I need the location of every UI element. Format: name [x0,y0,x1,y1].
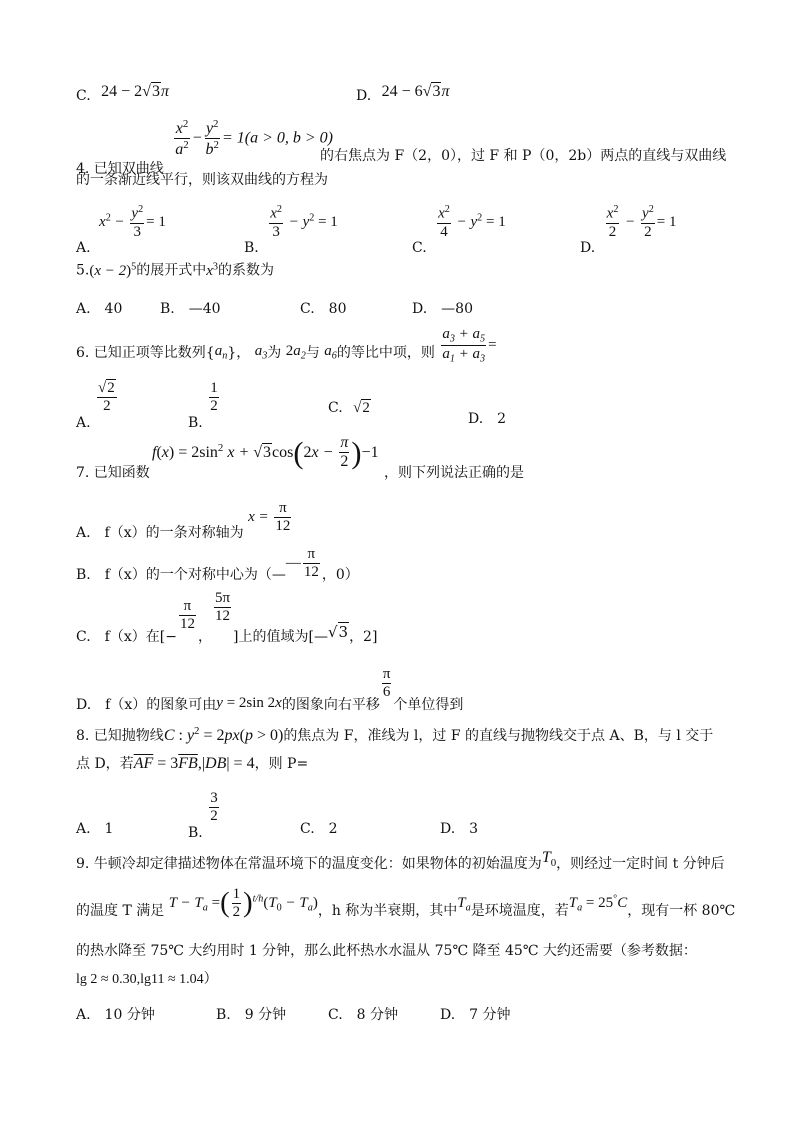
q9-option-b: B. 9 分钟 [216,1007,287,1023]
q9-stem-line3: 的热水降至 75℃ 大约用时 1 分钟，那么此杯热水水温从 75℃ 降至 45℃ 大约还需要（参考数据： [76,943,697,959]
q9-option-d: D. 7 分钟 [440,1007,511,1023]
q6-stem: 6. 已知正项等比数列$\{a_n\}$， $a_3$为 $2a_2$与 $a_6$的等比中项，则 $\frac{a_3 + a_5}{a_1 + a_3}$ = [76,326,497,365]
q8-option-a: A. 1 [76,821,114,837]
option-label: D. [356,88,372,104]
q7-stem-tail: ，则下列说法正确的是 [384,465,524,481]
option-c-expression: 24 − 2√3π [101,83,169,100]
q7-function-def: $f(x) = 2\sin^2$ x + √3cos(2x − $\frac{\pi}{2}$ )−1 [152,434,379,471]
q6-option-b: B. $\frac{1}{2}$ [188,380,218,432]
q3-option-d [356,83,450,104]
q7-option-a: A. f（x）的一条对称轴为 x = $\frac{\pi}{12}$ [76,500,291,542]
q9-stem-line4: lg 2 ≈ 0.30,lg11 ≈ 1.04） [76,971,218,987]
q3-option-c [76,83,169,104]
q4-option-a: A. $x^2$ − $\frac{y^2}{3}$ = 1 [76,204,166,256]
q8-option-d: D. 3 [440,821,479,837]
q4-stem-line2: 的一条渐近线平行，则该双曲线的方程为 [76,172,328,188]
q4-stem-tail: 的右焦点为 F（2，0），过 F 和 P（0，2b）两点的直线与双曲线 [320,148,727,164]
q7-stem: 7. 已知函数 [76,465,150,481]
q5-option-a: A. 40 [76,301,123,317]
q5-option-c: C. 80 [300,301,347,317]
q6-option-a: A. $\frac{√2}{2}$ [76,380,115,432]
q9-option-a: A. 10 分钟 [76,1007,155,1023]
q8-option-c: C. 2 [300,821,338,837]
q8-option-b: B. $\frac{3}{2}$ [188,790,218,842]
q6-option-c: C. √2 [328,400,370,416]
q9-option-c: C. 8 分钟 [328,1007,399,1023]
q4-stem [76,118,333,177]
option-label: C. [76,88,91,104]
q4-prefix: 4. 已知双曲线 [76,160,164,177]
q8-stem: 8. 已知抛物线C : $y^2 = 2px(p > 0)$的焦点为 F，准线为 l，过 F 的直线与抛物线交于点 A、B，与 l 交于 [76,725,714,744]
q4-option-b: B. $\frac{x^2}{3}$ − $y^2 = 1$ [244,204,338,256]
q4-option-c: C. $\frac{x^2}{4}$ − $y^2 = 1$ [412,204,506,256]
q9-stem-line1: 9. 牛顿冷却定律描述物体在常温环境下的温度变化：如果物体的初始温度为$T_0$，则经过一定时间 t 分钟后 [76,849,725,872]
q7-option-d: D. f（x）的图象可由y = 2sin 2x的图象向右平移 $\frac{\pi}{6}$ 个单位得到 [76,666,464,714]
q5-option-b: B. —40 [160,301,221,317]
q7-option-b: B. f（x）的一个对称中心为（—— $\frac{\pi}{12}$ ，0） [76,546,359,584]
q4-hyperbola-eq: $\frac{x^2}{a^2}$ − $\frac{y^2}{b^2}$ = 1(a > 0, b > 0) [175,118,333,159]
q6-option-d: D. 2 [468,411,507,427]
q7-option-c: C. f（x）在[− $\frac{\pi}{12}$ ， $\frac{5\pi}{12}$ ]上的值域为[—√3，2] [76,590,378,646]
option-d-expression: 24 − 6√3π [381,83,450,100]
q4-option-d: D. $\frac{x^2}{2}$ − $\frac{y^2}{2}$ = 1 [580,204,677,256]
q5-option-d: D. —80 [412,301,473,317]
q9-stem-line2: 的温度 T 满足 $T - T_a$ =( $\frac{1}{2}$ )$^{t/h}(T_0 - T_a)$，h 称为半衰期，其中$T_a$是环境温度，若$T_a = 25^\circ C$，现有一杯 80℃ [76,886,736,921]
q5-stem: $5.(x - 2)^5$的展开式中$x^3$的系数为 [76,261,274,279]
q8-stem-line2: 点 D，若$\overline{AF} = 3\overline{FB},|DB| = 4$，则 P= [76,755,309,772]
